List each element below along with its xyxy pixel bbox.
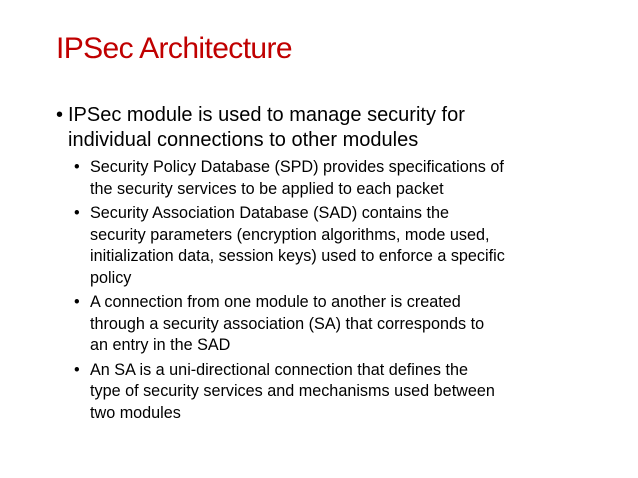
main-bullet-line: IPSec module is used to manage security for <box>68 104 465 126</box>
sub-bullet-text <box>90 203 616 289</box>
sub-bullet-line: Security Association Database (SAD) contains the <box>90 204 450 222</box>
main-bullet-line: individual connections to other modules <box>68 129 419 151</box>
bullet-dot-icon: • <box>74 204 80 222</box>
sub-bullet-spd <box>74 157 616 200</box>
sub-bullet-line: an entry in the SAD <box>90 336 231 354</box>
sub-bullet-line: Security Policy Database (SPD) provides specifications of <box>90 158 504 176</box>
sub-bullet-list <box>74 157 616 424</box>
sub-bullet-text <box>90 360 616 425</box>
sub-bullet-text <box>90 157 616 200</box>
bullet-dot-icon: • <box>74 360 80 379</box>
sub-bullet-line: policy <box>90 268 132 287</box>
sub-bullet-line: type of security services and mechanisms used between <box>90 382 495 400</box>
bullet-dot-icon: • <box>56 104 64 126</box>
sub-bullet-line: security parameters (encryption algorithms, mode used, <box>90 225 490 244</box>
sub-bullet-line: through a security association (SA) that corresponds to <box>90 314 485 333</box>
bullet-dot-icon: • <box>74 293 80 311</box>
main-bullet <box>56 103 616 153</box>
sub-bullet-sad <box>74 203 616 289</box>
sub-bullet-line: An SA is a uni-directional connection that defines the <box>90 360 468 379</box>
bullet-dot-icon: • <box>74 158 80 176</box>
sub-bullet-line: two modules <box>90 403 181 422</box>
sub-bullet-line: initialization data, session keys) used to enforce a specific <box>90 247 505 265</box>
slide-title: IPSec Architecture <box>56 32 292 65</box>
bullet-list <box>56 103 616 427</box>
sub-bullet-text <box>90 292 616 357</box>
sub-bullet-line: the security services to be applied to each packet <box>90 179 444 198</box>
main-bullet-text <box>68 103 616 153</box>
sub-bullet-connection <box>74 292 616 357</box>
sub-bullet-line: A connection from one module to another is created <box>90 293 461 311</box>
sub-bullet-sa <box>74 360 616 425</box>
